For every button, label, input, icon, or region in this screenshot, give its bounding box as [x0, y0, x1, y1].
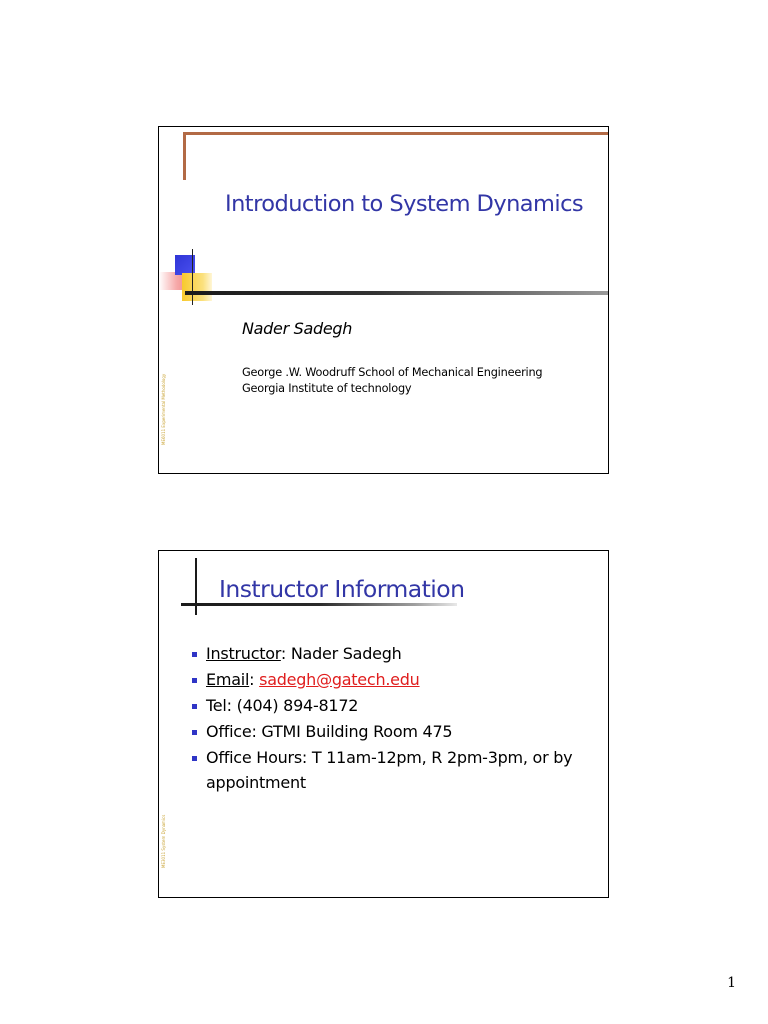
list-item-instructor: [192, 642, 602, 667]
author-name: Nader Sadegh: [242, 319, 353, 338]
bullet-icon: [192, 756, 197, 761]
instructor-label: Instructor: [206, 644, 281, 663]
info-bullet-list: [192, 642, 602, 797]
instructor-value: : Nader Sadegh: [280, 644, 402, 663]
email-label: Email: [206, 670, 250, 689]
bullet-icon: [192, 652, 197, 657]
decor-yellow-square: [182, 273, 212, 301]
decor-cross-line: [192, 249, 193, 305]
office-hours-line-1: Office Hours: T 11am-12pm, R 2pm-3pm, or by: [206, 748, 573, 767]
page-number: 1: [727, 975, 736, 991]
list-item-email: [192, 668, 602, 693]
slide-title: Introduction to System Dynamics: [225, 191, 584, 217]
email-separator: :: [249, 670, 260, 689]
office-hours-line-2: appointment: [206, 772, 306, 792]
email-link[interactable]: sadegh@gatech.edu: [259, 670, 420, 689]
decor-vertical-line: [183, 132, 186, 180]
slide-side-label: ME6011 Experimental Methodology: [161, 373, 166, 445]
slide-side-label: ME3011 System Dynamics: [161, 814, 166, 868]
slide-title-page: [158, 126, 609, 474]
affiliation-line-2: Georgia Institute of technology: [242, 382, 412, 395]
list-item-office: [192, 720, 602, 745]
office-text: Office: GTMI Building Room 475: [206, 722, 453, 741]
decor-vertical-line: [195, 558, 197, 615]
list-item-office-hours: [192, 746, 602, 795]
slide-title: Instructor Information: [219, 575, 465, 603]
bullet-icon: [192, 678, 197, 683]
affiliation: [242, 365, 542, 397]
slide-instructor-info: [158, 550, 609, 898]
decor-horizontal-line: [181, 603, 457, 606]
list-item-tel: [192, 694, 602, 719]
affiliation-line-1: George .W. Woodruff School of Mechanical Engineering: [242, 366, 543, 379]
decor-horizontal-line: [183, 132, 609, 135]
decor-title-underline: [185, 291, 609, 295]
bullet-icon: [192, 704, 197, 709]
tel-text: Tel: (404) 894-8172: [206, 696, 359, 715]
bullet-icon: [192, 730, 197, 735]
